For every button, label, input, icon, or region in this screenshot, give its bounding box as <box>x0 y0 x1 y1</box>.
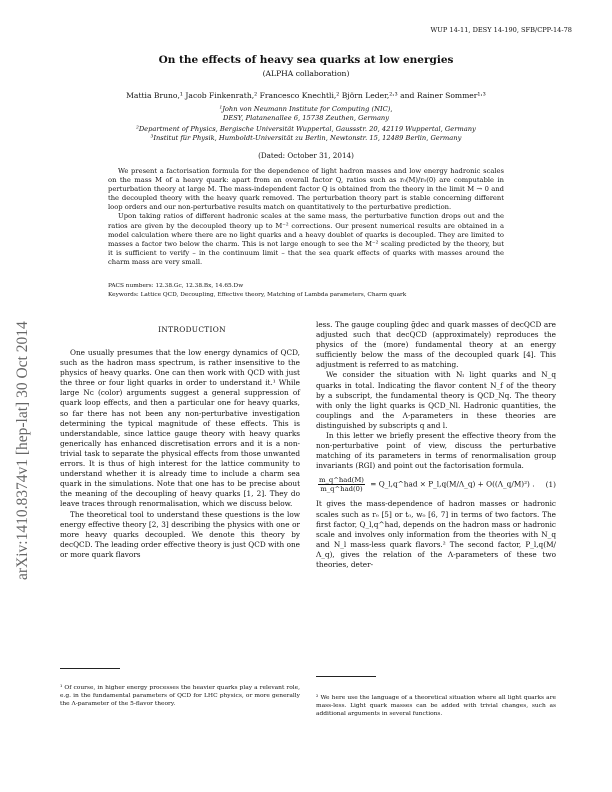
abstract-paragraph: We present a factorisation formula for the dependence of light hadron masses and low energy hadronic scales on the mass M of a heavy quark: apart from an overall factor Q, ratios such as r₀(M)/r₀(0) are computable in perturbation theory at large M. The mass-independent factor Q is obtained from the theory in the limit M → 0 and the decoupled theory with the heavy quark removed. The perturbation theory part is stable concerning different loop orders and our non-perturbative results match on quantitatively to the perturbative prediction. <box>108 167 504 212</box>
section-heading: INTRODUCTION <box>158 325 226 334</box>
pacs-numbers: PACS numbers: 12.38.Gc, 12.38.Bx, 14.65.Dw <box>108 283 244 289</box>
right-column <box>316 320 556 570</box>
equation-number: (1) <box>545 479 556 489</box>
body-paragraph: It gives the mass-dependence of hadron masses or hadronic scales such as r₀ [5] or t₀, w₀ [6, 7] in terms of two factors. The first factor, Q_l,q^had, depends on the hadron mass or hadronic scale and involves only information from the theories with N_q and N_l mass-less quark flavors.² The second factor, P_l,q(M/Λ_q), gives the relation of the Λ-parameters of these two theories, deter- <box>316 499 556 569</box>
equation-denominator: m_q^had(0) <box>320 485 363 494</box>
affiliation-2: ²Department of Physics, Bergische Universität Wuppertal, Gaussstr. 20, 42119 Wuppertal, Germany <box>136 125 476 133</box>
equation-numerator: m_q^had(M) <box>319 476 364 485</box>
body-paragraph: In this letter we briefly present the effective theory from the non-perturbative point of view, discuss the perturbative matching of its parameters in terms of renormalisation group invariants (RGI) and point out the factorisation formula. <box>316 431 556 471</box>
footnote-rule <box>60 668 120 669</box>
equation-1 <box>316 476 556 493</box>
footnote-2: ² We here use the language of a theoretical situation where all light quarks are mass-less. Light quark masses can be added with trivial changes, such as additional arguments in several functions. <box>316 695 556 718</box>
body-paragraph: less. The gauge coupling ḡdec and quark masses of decQCD are adjusted such that decQCD (approximately) reproduces the physics of the (more) fundamental theory at an energy sufficiently below the mass of the decoupled quark [4]. This adjustment is referred to as matching. <box>316 320 556 370</box>
left-column <box>60 348 300 560</box>
body-paragraph: We consider the situation with Nₗ light quarks and N_q quarks in total. Indicating the flavor content N_f of the theory by a subscript, the fundamental theory is QCD_Nq. The theory with only the light quarks is QCD_Nl. Hadronic quantities, the couplings and the Λ-parameters in these theories are distinguished by subscripts q and l. <box>316 370 556 430</box>
footnote-rule <box>316 676 376 677</box>
abstract <box>108 167 504 267</box>
affiliation-3: ³Institut für Physik, Humboldt-Universität zu Berlin, Newtonstr. 15, 12489 Berlin, Germany <box>150 134 462 142</box>
paper-title: On the effects of heavy sea quarks at low energies <box>158 54 454 66</box>
body-paragraph: One usually presumes that the low energy dynamics of QCD, such as the hadron mass spectrum, is rather insensitive to the physics of heavy quarks. One can then work with QCD with just the three or four light quarks in order to understand it.¹ While large Nᴄ (color) arguments suggest a general suppression of quark loop effects, and then a particular one for heavy quarks, so far there has not been any non-perturbative investigation determining the typical magnitude of these effects. This is understandable, since lattice gauge theory with heavy quarks generically has enhanced discretisation errors and it is a non-trivial task to separate the physical effects from those unwanted errors. It is thus of high interest for the lattice community to understand whether it is already time to include a charm sea quark in the simulations. Note that one has to be precise about the meaning of the decoupling of heavy quarks [1, 2]. They do leave traces through renormalisation, which we discuss below. <box>60 348 300 509</box>
collaboration: (ALPHA collaboration) <box>262 69 350 78</box>
arxiv-stamp: arXiv:1410.8374v1 [hep-lat] 30 Oct 2014 <box>14 321 31 580</box>
equation-rhs: = Q_l,q^had × P_l,q(M/Λ_q) + O((Λ_q/M)²) . <box>370 479 535 489</box>
date-line: (Dated: October 31, 2014) <box>258 151 354 160</box>
pacs-block <box>108 282 508 299</box>
body-paragraph: The theoretical tool to understand these questions is the low energy effective theory [2, 3] describing the physics with one or more heavy quarks decoupled. We denote this theory by decQCD. The leading order effective theory is just QCD with one or more quark flavors <box>60 509 300 559</box>
keywords: Keywords: Lattice QCD, Decoupling, Effective theory, Matching of Lambda parameters, Charm quark <box>108 291 407 298</box>
author-list: Mattia Bruno,¹ Jacob Finkenrath,² Francesco Knechtli,² Björn Leder,²˒³ and Rainer Sommer¹˒³ <box>126 91 486 100</box>
affiliation-1b: DESY, Platanenallee 6, 15738 Zeuthen, Germany <box>222 114 390 122</box>
affiliation-1: ¹John von Neumann Institute for Computing (NIC), <box>219 105 393 113</box>
report-number: WUP 14-11, DESY 14-190, SFB/CPP-14-78 <box>430 26 572 34</box>
abstract-paragraph: Upon taking ratios of different hadronic scales at the same mass, the perturbative function drops out and the ratios are given by the decoupled theory up to M⁻² corrections. Our present numerical results are obtained in a model calculation where there are no light quarks and a heavy doublet of quarks is decoupled. They are limited to masses a factor two below the charm. This is not large enough to see the M⁻² scaling predicted by the theory, but it is sufficient to verify – in the continuum limit – that the sea quark effects of quarks with masses around the charm mass are very small. <box>108 212 504 266</box>
footnote-1: ¹ Of course, in higher energy processes the heavier quarks play a relevant role, e.g. in the fundamental parameters of QCD for LHC physics, or more generally the Λ-parameter of the 5-flavor theory. <box>60 685 300 708</box>
